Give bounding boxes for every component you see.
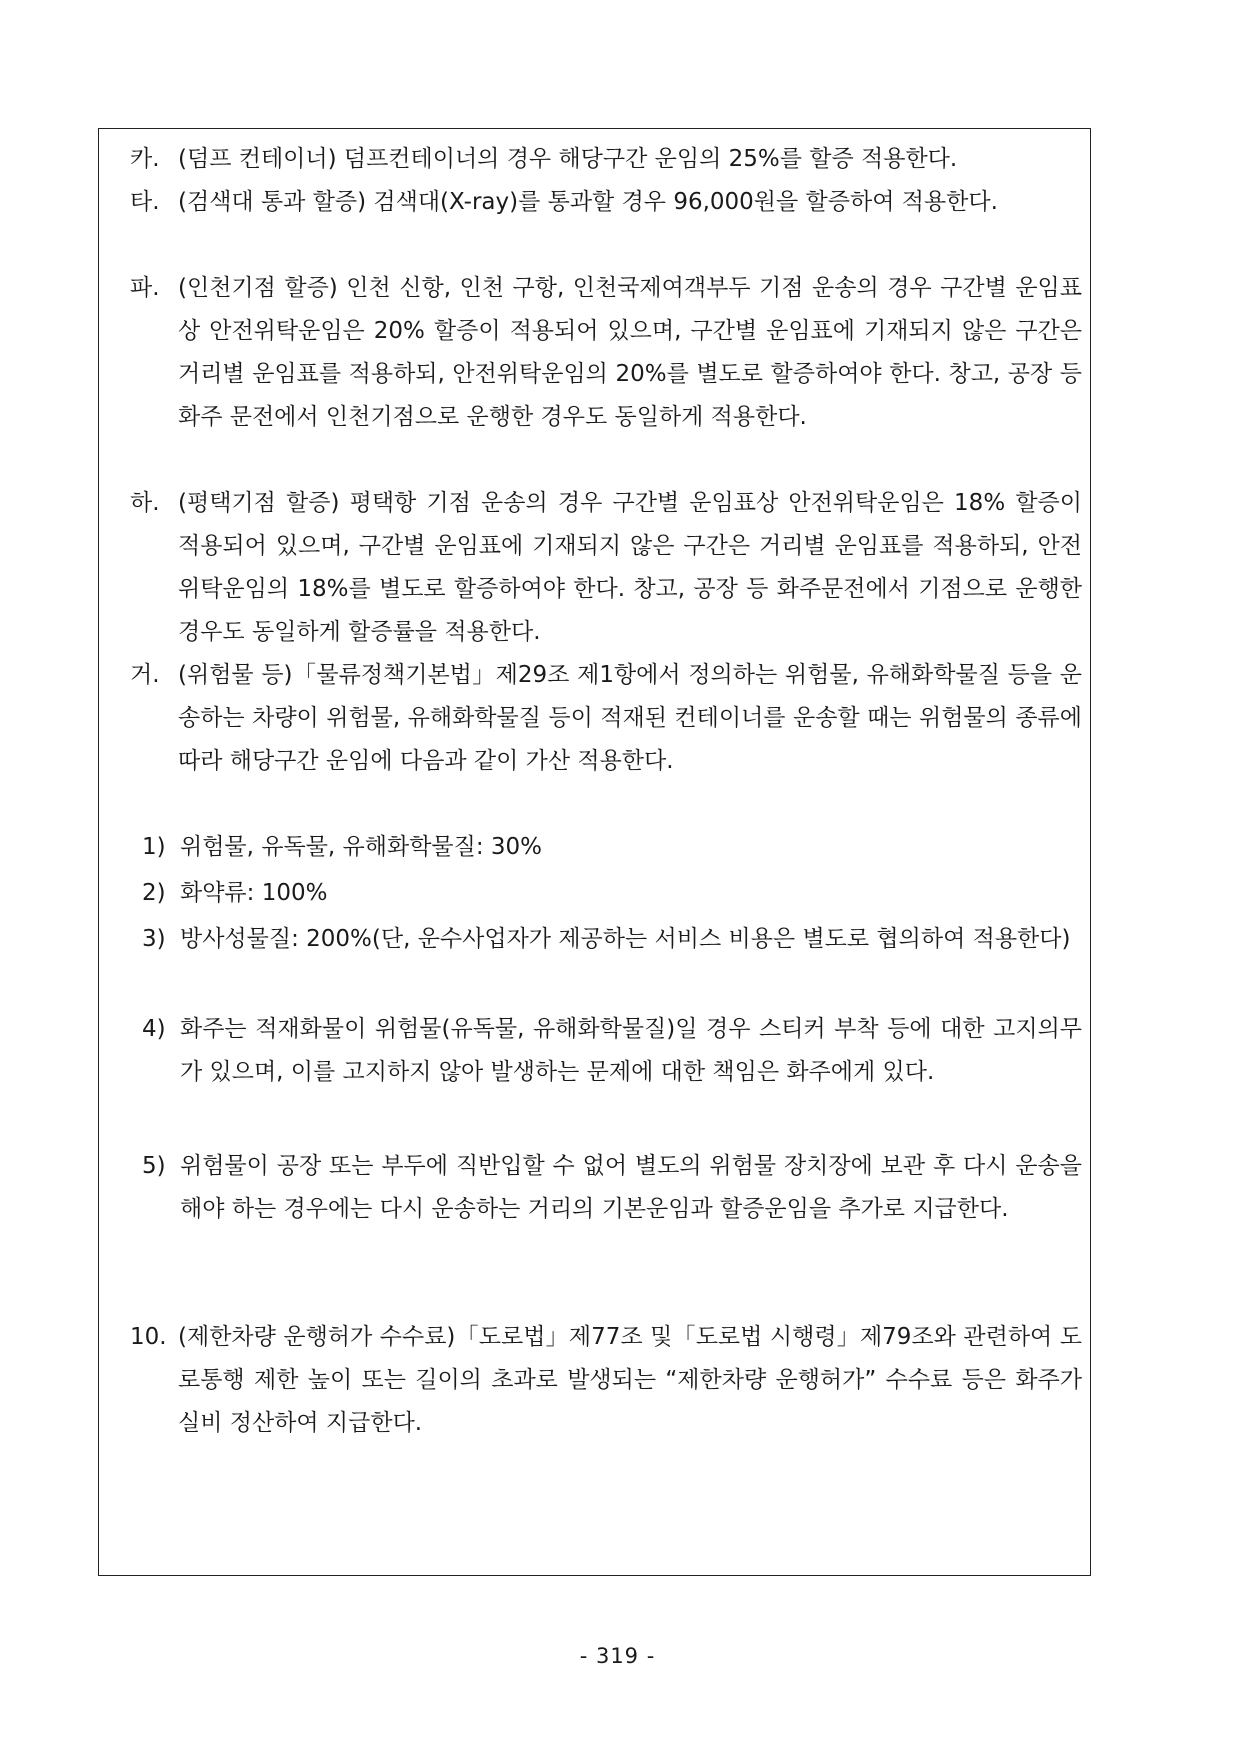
page-number: - 319 - (579, 1644, 656, 1668)
subitem-2 (130, 872, 1082, 915)
section-text: (제한차량 운행허가 수수료)「도로법」제77조 및「도로법 시행령」제79조와 관련하여 도로통행 제한 높이 또는 길이의 초과로 발생되는 “제한차량 운행허가” 수수료 등은 화주가 실비 정산하여 지급한다. (178, 1324, 1082, 1436)
subitem-1 (130, 826, 1082, 869)
subitem-marker: 3) (142, 926, 166, 952)
item-text: (덤프 컨테이너) 덤프컨테이너의 경우 해당구간 운임의 25%를 할증 적용한다. (178, 146, 958, 172)
list-item-pa (130, 267, 1082, 439)
list-item-geo (130, 654, 1082, 783)
subitem-text: 위험물이 공장 또는 부두에 직반입할 수 없어 별도의 위험물 장치장에 보관 후 다시 운송을 해야 하는 경우에는 다시 운송하는 거리의 기본운임과 할증운임을 추가로 지급한다. (180, 1153, 1082, 1222)
section-marker: 10. (130, 1324, 167, 1350)
item-marker: 카. (130, 146, 160, 172)
item-text: (위험물 등)「물류정책기본법」제29조 제1항에서 정의하는 위험물, 유해화학물질 등을 운송하는 차량이 위험물, 유해화학물질 등이 적재된 컨테이너를 운송할 때는 위험물의 종류에 따라 해당구간 운임에 다음과 같이 가산 적용한다. (178, 662, 1082, 774)
item-marker: 하. (130, 490, 160, 516)
subitem-text: 위험물, 유독물, 유해화학물질: 30% (180, 834, 543, 860)
list-item-ta (130, 181, 1082, 224)
subitem-marker: 4) (142, 1016, 166, 1042)
item-text: (검색대 통과 할증) 검색대(X-ray)를 통과할 경우 96,000원을 할증하여 적용한다. (178, 189, 998, 215)
item-marker: 타. (130, 189, 160, 215)
subitem-4 (130, 1008, 1082, 1094)
section-10 (130, 1316, 1082, 1445)
item-marker: 거. (130, 662, 160, 688)
item-marker: 파. (130, 275, 160, 301)
list-item-ka (130, 138, 1082, 181)
subitem-text: 화약류: 100% (180, 880, 328, 906)
item-text: (평택기점 할증) 평택항 기점 운송의 경우 구간별 운임표상 안전위탁운임은 18% 할증이 적용되어 있으며, 구간별 운임표에 기재되지 않은 구간은 거리별 운임표를 적용하되, 안전위탁운임의 18%를 별도로 할증하여야 한다. 창고, 공장 등 화주문전에서 기점으로 운행한 경우도 동일하게 할증률을 적용한다. (178, 490, 1082, 645)
subitem-marker: 2) (142, 880, 166, 906)
subitem-text: 화주는 적재화물이 위험물(유독물, 유해화학물질)일 경우 스티커 부착 등에 대한 고지의무가 있으며, 이를 고지하지 않아 발생하는 문제에 대한 책임은 화주에게 있다. (180, 1016, 1082, 1085)
subitem-5 (130, 1145, 1082, 1231)
subitem-marker: 1) (142, 834, 166, 860)
subitem-3 (130, 918, 1082, 961)
item-text: (인천기점 할증) 인천 신항, 인천 구항, 인천국제여객부두 기점 운송의 경우 구간별 운임표 상 안전위탁운임은 20% 할증이 적용되어 있으며, 구간별 운임표에 기재되지 않은 구간은 거리별 운임표를 적용하되, 안전위탁운임의 20%를 별도로 할증하여야 한다. 창고, 공장 등 화주 문전에서 인천기점으로 운행한 경우도 동일하게 적용한다. (178, 275, 1082, 430)
subitem-marker: 5) (142, 1153, 166, 1179)
subitem-text: 방사성물질: 200%(단, 운수사업자가 제공하는 서비스 비용은 별도로 협의하여 적용한다) (180, 926, 1071, 952)
list-item-ha (130, 482, 1082, 654)
